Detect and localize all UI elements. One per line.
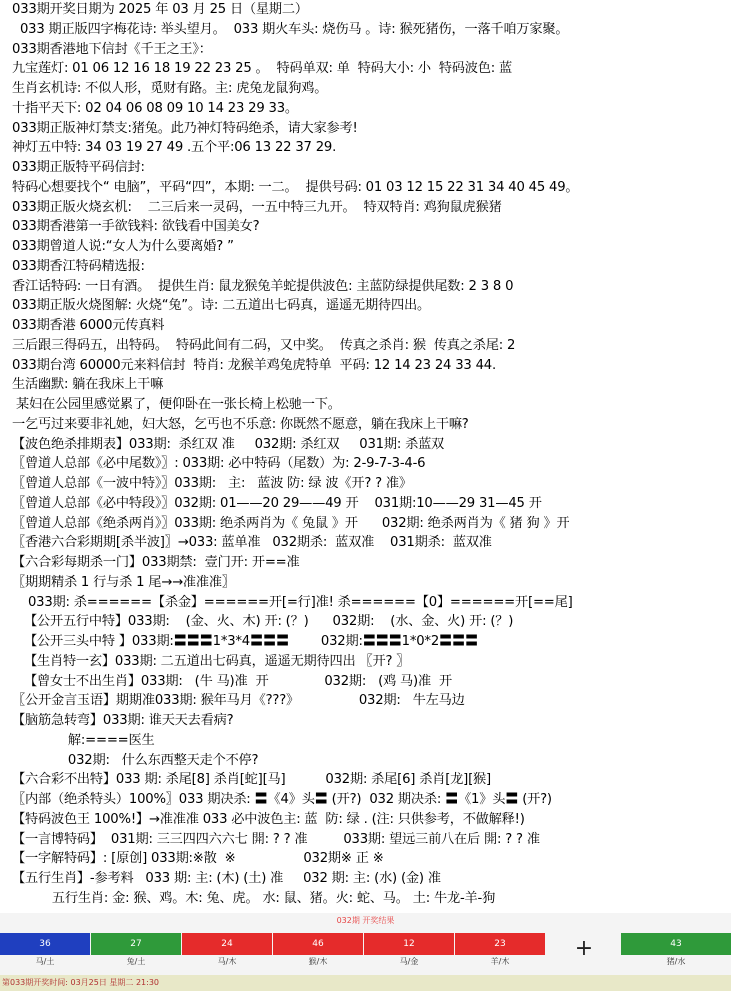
text-line: 【五行生肖】-参考料 033 期: 主: (木) (土) 准 032 期: 主: (水) (金) 准 [12, 871, 441, 886]
text-line: 033 期正版四字梅花诗: 举头望月。 033 期火车头: 烧伤马 。诗: 猴死猪伤，一落千咱万家聚。 [12, 21, 569, 37]
text-line: 033期香江特码精选报: [12, 258, 145, 274]
text-line: 特码心想要找个“ 电脑”，平码“四”，本期: 一二。 提供号码: 01 03 12 15 22 31 34 40 45 49。 [12, 179, 579, 195]
plus-icon: + [574, 936, 594, 961]
text-line: 【一字解特码】: [原创] 033期:※散 ※ 032期※ 正 ※ [12, 851, 384, 867]
text-line: 〖曾道人总部《绝杀两肖》〗033期: 绝杀两肖为《 兔鼠 》开 032期: 绝杀两肖为《 猪 狗 》开 [12, 515, 570, 531]
text-line: 033期正版火烧图解: 火烧“兔”。诗: 二五道出七码真，遥遥无期待四出。 [12, 298, 430, 314]
text-line: 九宝莲灯: 01 06 12 16 18 19 22 23 25 。 特码单双: 单 特码大小: 小 特码波色: 蓝 [12, 61, 512, 77]
text-line: 〖公开金言玉语】期期准033期: 猴年马月《???》 032期: 牛左马边 [12, 693, 465, 709]
text-line: 033期香港第一手欲钱料: 欲钱看中国美女? [12, 219, 260, 235]
results-title: 032期 开奖结果 [336, 916, 395, 925]
text-line: 033期开奖日期为 2025 年 03 月 25 日（星期二） [12, 2, 308, 17]
ball-2: 27 [91, 933, 181, 955]
draw-time-footer: 第033期开奖时间: 03月25日 星期二 21:30 [0, 975, 731, 991]
text-line: 033期曾道人说:“女人为什么要离婚? ” [12, 239, 234, 254]
text-line: 〖曾道人总部《一波中特》〗033期: 主: 蓝波 防: 绿 波《开? ? 准》 [12, 476, 412, 491]
text-line: 【特码波色王 100%!】→准准准 033 必中波色主: 蓝 防: 绿 . (注: 只供参考，不做解释!) [12, 811, 525, 827]
ball-3: 24 [182, 933, 272, 955]
text-line: 生肖玄机诗: 不似人形，觅财有路。主: 虎兔龙鼠狗鸡。 [12, 81, 328, 96]
text-line: 生活幽默: 躺在我床上干嘛 [12, 377, 164, 393]
text-line: 033期正版火烧玄机: 二三后来一灵码，一五中特三九开。 特双特肖: 鸡狗鼠虎猴猪 [12, 199, 502, 215]
text-line: 三后跟三得码五，出特码。 特码此间有二码，又中奖。 传真之杀肖: 猴 传真之杀尾: 2 [12, 337, 516, 353]
text-line: 033期香港 6000元传真料 [12, 318, 165, 333]
ball-3-zodiac: 马/木 [217, 957, 237, 966]
text-line: 033期: 杀======【杀金】======开[=行]准! 杀======【0】======开[==尾] [12, 594, 573, 610]
text-line: 033期香港地下信封《千王之王》： [12, 41, 212, 57]
text-line: 033期正版神灯禁支:猪兔。此乃神灯特码绝杀，请大家参考! [12, 120, 358, 136]
text-line: 神灯五中特: 34 03 19 27 49 .五个平:06 13 22 37 29. [12, 140, 337, 156]
special-ball: 43 [621, 933, 731, 955]
text-line: 【公开三头中特 】033期:〓〓〓1*3*4〓〓〓 032期:〓〓〓1*0*2〓〓〓 [12, 634, 478, 649]
text-line: 【生肖特一玄】033期: 二五道出七码真，遥遥无期待四出 〖开? 〗 [12, 653, 410, 669]
text-line: 〖香港六合彩期期[杀半波]〗→033: 蓝单准 032期杀: 蓝双准 031期杀: 蓝双准 [12, 535, 492, 551]
text-line: 一乞丐过来要非礼她，妇大怒，乞丐也不乐意: 你既然不愿意，躺在我床上干嘛? [12, 416, 469, 432]
text-line: 〖曾道人总部《必中尾数》〗: 033期: 必中特码（尾数）为: 2-9-7-3-4-6 [12, 456, 426, 472]
text-line: 〖内部（绝杀特头）100%〗033 期决杀: 〓《4》头〓 (开?) 032 期决杀: 〓《1》头〓 (开?) [12, 792, 552, 807]
text-line: 033期正版特平码信封: [12, 160, 145, 175]
special-ball-zodiac: 猪/水 [666, 957, 686, 966]
text-line: 【一言博特码】 031期: 三三四四六六七 開: ? ? 准 033期: 望远三前八在后 開: ? ? 准 [12, 831, 540, 847]
ball-5: 12 [364, 933, 454, 955]
text-line: 〖曾道人总部《必中特段》〗032期: 01——20 29——49 开 031期:10——29 31—45 开 [12, 495, 542, 511]
text-line: 【脑筋急转弯】033期: 谁天天去看病? [12, 713, 234, 728]
ball-6: 23 [455, 933, 545, 955]
text-line: 【六合彩不出特】033 期: 杀尾[8] 杀肖[蛇][马] 032期: 杀尾[6] 杀肖[龙][猴] [12, 772, 491, 788]
ball-4: 46 [273, 933, 363, 955]
ball-1-zodiac: 马/土 [35, 957, 55, 966]
ball-5-zodiac: 马/金 [399, 957, 419, 966]
text-line: 某妇在公园里感觉累了，便仰卧在一张长椅上松驰一下。 [12, 397, 341, 412]
text-line: 十指平天下: 02 04 06 08 09 10 14 23 29 33。 [12, 100, 298, 116]
text-line: 032期: 什么东西整天走个不停? [12, 752, 259, 768]
ball-2-zodiac: 兔/土 [126, 957, 146, 966]
ball-6-zodiac: 羊/木 [490, 957, 510, 966]
text-line: 解:====医生 [12, 732, 155, 748]
text-line: 〖期期精杀 1 行与杀 1 尾→→准准准〗 [12, 574, 235, 590]
text-line: 【六合彩每期杀一门】033期禁: 壹门开: 开==准 [12, 555, 300, 570]
text-line: 033期台湾 60000元来料信封 特肖: 龙猴羊鸡兔虎特单 平码: 12 14 23 24 33 44. [12, 357, 496, 373]
text-line: 【公开五行中特】033期: (金、火、木) 开: (？) 032期: (水、金、火) 开: (？) [12, 614, 514, 630]
ball-1: 36 [0, 933, 90, 955]
text-line: 香江话特码: 一日有酒。 提供生肖: 鼠龙猴兔羊蛇提供波色: 主蓝防绿提供尾数: 2 3 8 0 [12, 278, 514, 294]
text-line: 【波色绝杀排期表】033期: 杀红双 准 032期: 杀红双 031期: 杀蓝双 [12, 436, 445, 452]
text-line: 五行生肖: 金: 猴、鸡。木: 兔、虎。 水: 鼠、猪。火: 蛇、马。 土: 牛龙-羊-狗 [12, 890, 496, 906]
ball-4-zodiac: 猴/木 [308, 957, 328, 966]
text-line: 【曾女士不出生肖】033期: (牛 马)准 开 032期: (鸡 马)准 开 [12, 673, 452, 689]
